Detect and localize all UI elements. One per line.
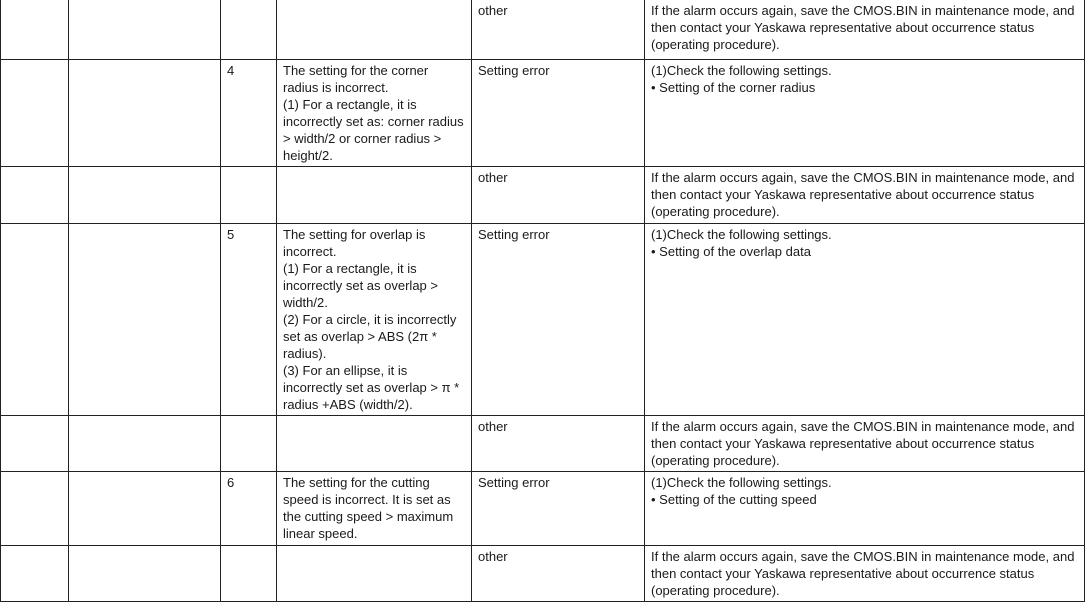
alarm-name-cell (69, 167, 221, 224)
alarm-number-cell (1, 224, 69, 416)
alarm-name-cell (69, 60, 221, 167)
cause-cell: other (472, 546, 645, 602)
remedy-cell: If the alarm occurs again, save the CMOS.BIN in maintenance mode, and then contact your Yaskawa representative about occurrence status (operating procedure). (645, 546, 1085, 602)
alarm-name-cell (69, 0, 221, 60)
meaning-cell (277, 167, 472, 224)
sub-code-cell (221, 167, 277, 224)
remedy-cell: (1)Check the following settings. • Setting of the overlap data (645, 224, 1085, 416)
table-row (1, 167, 1085, 224)
meaning-cell (277, 416, 472, 472)
table-row (1, 416, 1085, 472)
alarm-name-cell (69, 416, 221, 472)
alarm-name-cell (69, 546, 221, 602)
cause-cell: other (472, 167, 645, 224)
meaning-cell: The setting for the cutting speed is incorrect. It is set as the cutting speed > maximum linear speed. (277, 472, 472, 546)
meaning-cell (277, 0, 472, 60)
table-row (1, 0, 1085, 60)
sub-code-cell: 6 (221, 472, 277, 546)
table-row (1, 60, 1085, 167)
alarm-name-cell (69, 224, 221, 416)
table-row (1, 546, 1085, 602)
alarm-number-cell (1, 60, 69, 167)
sub-code-cell (221, 0, 277, 60)
alarm-number-cell (1, 546, 69, 602)
sub-code-cell: 4 (221, 60, 277, 167)
meaning-cell: The setting for the corner radius is incorrect. (1) For a rectangle, it is incorrectly set as: corner radius > width/2 or corner radius > height/2. (277, 60, 472, 167)
cause-cell: other (472, 416, 645, 472)
cause-cell: Setting error (472, 224, 645, 416)
alarm-number-cell (1, 472, 69, 546)
alarm-number-cell (1, 167, 69, 224)
table-row (1, 224, 1085, 416)
meaning-cell: The setting for overlap is incorrect. (1) For a rectangle, it is incorrectly set as overlap > width/2. (2) For a circle, it is incorrectly set as overlap > ABS (2π * radius). (3) For an ellipse, it is incorrectly set as overlap > π * radius +ABS (width/2). (277, 224, 472, 416)
alarm-name-cell (69, 472, 221, 546)
cause-cell: Setting error (472, 60, 645, 167)
sub-code-cell: 5 (221, 224, 277, 416)
remedy-cell: If the alarm occurs again, save the CMOS.BIN in maintenance mode, and then contact your Yaskawa representative about occurrence status (operating procedure). (645, 416, 1085, 472)
cause-cell: Setting error (472, 472, 645, 546)
meaning-cell (277, 546, 472, 602)
sub-code-cell (221, 546, 277, 602)
cause-cell: other (472, 0, 645, 60)
sub-code-cell (221, 416, 277, 472)
remedy-cell: (1)Check the following settings. • Setting of the cutting speed (645, 472, 1085, 546)
table-row (1, 472, 1085, 546)
remedy-cell: If the alarm occurs again, save the CMOS.BIN in maintenance mode, and then contact your Yaskawa representative about occurrence status (operating procedure). (645, 167, 1085, 224)
remedy-cell: (1)Check the following settings. • Setting of the corner radius (645, 60, 1085, 167)
alarm-number-cell (1, 0, 69, 60)
alarm-number-cell (1, 416, 69, 472)
remedy-cell: If the alarm occurs again, save the CMOS.BIN in maintenance mode, and then contact your Yaskawa representative about occurrence status (operating procedure). (645, 0, 1085, 60)
